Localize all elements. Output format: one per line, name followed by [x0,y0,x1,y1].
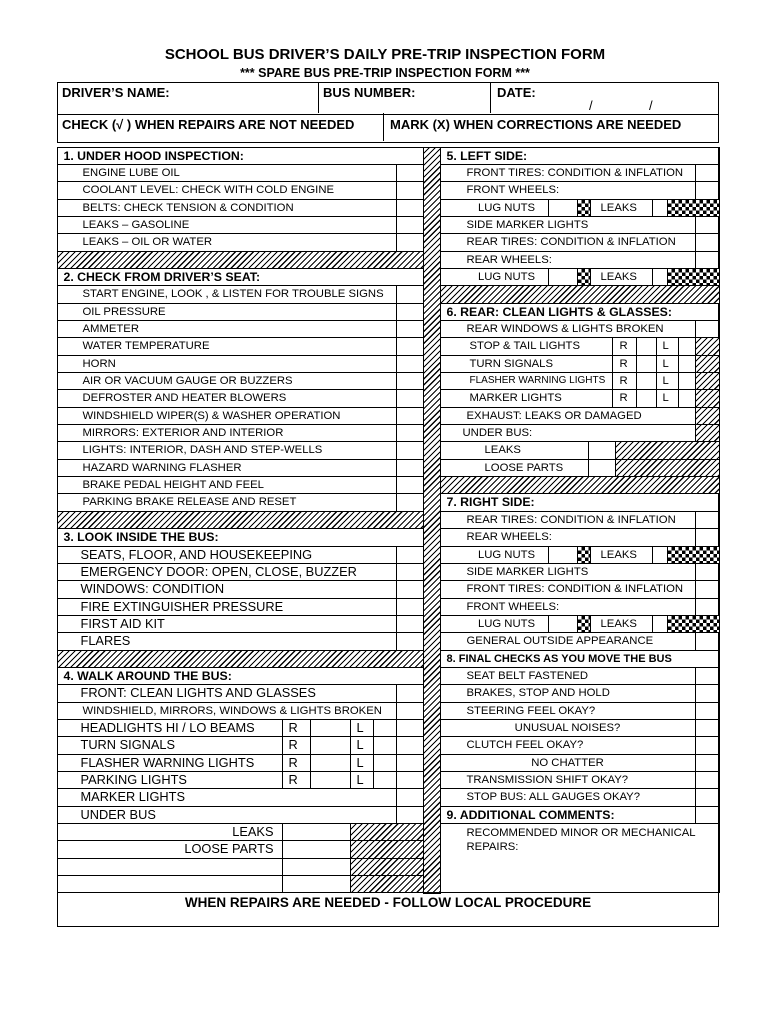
check-box[interactable] [695,754,720,772]
left-side-label: L [656,389,679,407]
inspection-item-label: PARKING BRAKE RELEASE AND RESET [57,493,397,511]
sub-item-label [57,858,283,876]
hatch-separator [440,476,720,494]
check-box[interactable] [396,771,424,789]
inspection-item-label: MARKER LIGHTS [57,788,397,806]
inspection-item-label: LEAKS – GASOLINE [57,216,397,234]
check-box[interactable] [396,233,424,251]
inspection-item-label: FIRST AID KIT [57,615,397,633]
mark-instruction-text: MARK (X) WHEN CORRECTIONS ARE NEEDED [390,117,682,132]
check-box[interactable] [695,684,720,702]
right-check-box[interactable] [310,771,351,789]
inspection-item-label: SIDE MARKER LIGHTS [440,216,696,234]
hatch-fill [350,823,424,841]
date-field[interactable] [491,83,717,113]
check-box[interactable] [396,754,424,772]
left-side-label: L [350,771,374,789]
lug-nuts-label: LUG NUTS [466,615,549,633]
bus-number-field[interactable] [319,83,491,113]
section-header: 9. ADDITIONAL COMMENTS: [440,806,696,824]
section-header: 1. UNDER HOOD INSPECTION: [57,147,424,165]
inspection-item-label: ENGINE LUBE OIL [57,164,397,182]
inspection-item-label: FLASHER WARNING LIGHTS [440,372,613,390]
inspection-item-label: FRONT: CLEAN LIGHTS AND GLASSES [57,684,397,702]
inspection-item-label: CLUTCH FEEL OKAY? [440,736,696,754]
section-header: 7. RIGHT SIDE: [440,493,720,511]
hatch-separator [57,650,424,668]
check-box[interactable] [396,493,424,511]
check-box[interactable] [396,788,424,806]
left-check-box[interactable] [373,754,397,772]
inspection-grid [57,147,719,893]
left-side-label: L [656,355,679,373]
check-box[interactable] [396,736,424,754]
check-box[interactable] [282,823,351,841]
check-box[interactable] [396,389,424,407]
left-check-box[interactable] [678,389,696,407]
check-box[interactable] [282,858,351,876]
section-header: 8. FINAL CHECKS AS YOU MOVE THE BUS [440,650,720,668]
check-box[interactable] [396,320,424,338]
spacer [440,615,467,633]
drivers-name-field[interactable] [58,83,319,113]
instructions-row [57,113,719,143]
right-check-box[interactable] [636,389,657,407]
check-box[interactable] [695,736,720,754]
inspection-item-label: BRAKES, STOP AND HOLD [440,684,696,702]
inspection-item-label: AMMETER [57,320,397,338]
inspection-item-label: REAR WINDOWS & LIGHTS BROKEN [440,320,696,338]
check-box[interactable] [396,199,424,217]
spacer [440,546,467,564]
lug-nuts-label: LUG NUTS [466,199,549,217]
inspection-item-label: UNUSUAL NOISES? [440,719,696,737]
sub-item-label: LOOSE PARTS [440,459,589,477]
right-side-label: R [282,719,311,737]
check-box[interactable] [396,476,424,494]
check-box[interactable] [282,840,351,858]
checker-fill [577,268,591,286]
form-title: SCHOOL BUS DRIVER’S DAILY PRE-TRIP INSPECTION FORM [164,46,606,63]
left-side-label: L [656,372,679,390]
section-header: 4. WALK AROUND THE BUS: [57,667,424,685]
section-header: 2. CHECK FROM DRIVER’S SEAT: [57,268,424,286]
leaks-check-box[interactable] [652,546,668,564]
check-box[interactable] [396,181,424,199]
inspection-item-label: REAR TIRES: CONDITION & INFLATION [440,233,696,251]
inspection-item-label: MARKER LIGHTS [440,389,613,407]
check-box[interactable] [695,580,720,598]
right-check-box[interactable] [636,337,657,355]
sub-item-label: LEAKS [440,441,589,459]
hatch-fill [350,875,424,893]
checker-fill [577,615,591,633]
inspection-item-label: TRANSMISSION SHIFT OKAY? [440,771,696,789]
check-box[interactable] [695,528,720,546]
inspection-item-label: DEFROSTER AND HEATER BLOWERS [57,389,397,407]
drivers-name-label: DRIVER’S NAME: [62,85,170,100]
sub-item-label: LOOSE PARTS [57,840,283,858]
lug-nuts-check-box[interactable] [548,615,578,633]
right-side-label: R [282,771,311,789]
hatch-separator [57,251,424,269]
check-box[interactable] [396,806,424,824]
inspection-item-label: FRONT WHEELS: [440,181,696,199]
right-check-box[interactable] [636,355,657,373]
inspection-item-label: FRONT TIRES: CONDITION & INFLATION [440,580,696,598]
check-box[interactable] [695,216,720,234]
right-check-box[interactable] [636,372,657,390]
check-box[interactable] [588,459,616,477]
check-box[interactable] [396,632,424,650]
left-check-box[interactable] [373,719,397,737]
inspection-item-label: START ENGINE, LOOK , & LISTEN FOR TROUBLE SIGNS [57,285,397,303]
check-box[interactable] [396,303,424,321]
mark-instruction [384,113,717,141]
check-box[interactable] [396,615,424,633]
left-side-label: L [350,719,374,737]
checker-fill [667,199,720,217]
inspection-item-label: STOP & TAIL LIGHTS [440,337,613,355]
inspection-item-label: WINDSHIELD, MIRRORS, WINDOWS & LIGHTS BROKEN [57,702,397,720]
inspection-item-label: NO CHATTER [440,754,696,772]
date-separator: / [649,98,653,113]
spacer [440,199,467,217]
inspection-item-label: HAZARD WARNING FLASHER [57,459,397,477]
check-box[interactable] [396,424,424,442]
leaks-check-box[interactable] [652,268,668,286]
checker-fill [667,268,720,286]
right-side-label: R [282,736,311,754]
inspection-item-label: REAR WHEELS: [440,251,696,269]
bus-number-label: BUS NUMBER: [323,85,416,100]
check-box[interactable] [695,233,720,251]
checker-fill [577,199,591,217]
left-check-box[interactable] [678,372,696,390]
hatch-fill [350,840,424,858]
right-check-box[interactable] [310,719,351,737]
hatch-fill [695,337,720,355]
section-header: 6. REAR: CLEAN LIGHTS & GLASSES: [440,303,720,321]
footer-notice: WHEN REPAIRS ARE NEEDED - FOLLOW LOCAL PROCEDURE [57,892,719,927]
inspection-item-label: COOLANT LEVEL: CHECK WITH COLD ENGINE [57,181,397,199]
inspection-item-label: LIGHTS: INTERIOR, DASH AND STEP-WELLS [57,441,397,459]
comments-prompt: RECOMMENDED MINOR OR MECHANICAL [466,827,696,840]
check-box[interactable] [396,719,424,737]
leaks-label: LEAKS [590,268,653,286]
check-box[interactable] [396,355,424,373]
hatch-fill [695,372,720,390]
check-box[interactable] [695,788,720,806]
check-box[interactable] [396,598,424,616]
section-header: 5. LEFT SIDE: [440,147,720,165]
hatch-fill [695,389,720,407]
inspection-item-label: REAR TIRES: CONDITION & INFLATION [440,511,696,529]
check-box[interactable] [396,164,424,182]
date-label: DATE: [497,85,536,100]
driver-info-row [57,82,719,115]
leaks-check-box[interactable] [652,615,668,633]
left-check-box[interactable] [373,736,397,754]
inspection-item-label: EXHAUST: LEAKS OR DAMAGED [440,407,696,425]
hatch-fill [350,858,424,876]
inspection-item-label: WINDSHIELD WIPER(S) & WASHER OPERATION [57,407,397,425]
inspection-item-label: STEERING FEEL OKAY? [440,702,696,720]
check-box[interactable] [695,251,720,269]
inspection-item-label: AIR OR VACUUM GAUGE OR BUZZERS [57,372,397,390]
check-box[interactable] [695,806,720,824]
check-box[interactable] [396,563,424,581]
left-side-label: L [656,337,679,355]
check-box[interactable] [396,216,424,234]
lug-nuts-label: LUG NUTS [466,546,549,564]
checker-fill [667,546,720,564]
check-box[interactable] [396,441,424,459]
inspection-item-label: UNDER BUS: [440,424,696,442]
check-box[interactable] [396,285,424,303]
check-box[interactable] [396,372,424,390]
date-separator: / [589,98,593,113]
divider-hatch [423,147,441,894]
check-box[interactable] [396,546,424,564]
check-box[interactable] [695,181,720,199]
check-box[interactable] [396,580,424,598]
left-check-box[interactable] [678,337,696,355]
leaks-label: LEAKS [590,615,653,633]
inspection-item-label: BELTS: CHECK TENSION & CONDITION [57,199,397,217]
checker-fill [667,615,720,633]
sub-item-label [57,875,283,893]
lug-nuts-check-box[interactable] [548,268,578,286]
check-box[interactable] [396,684,424,702]
inspection-item-label: REAR WHEELS: [440,528,696,546]
left-check-box[interactable] [678,355,696,373]
inspection-item-label: PARKING LIGHTS [57,771,283,789]
inspection-item-label: BRAKE PEDAL HEIGHT AND FEEL [57,476,397,494]
check-instruction [58,113,384,141]
check-box[interactable] [695,320,720,338]
left-check-box[interactable] [373,771,397,789]
check-box[interactable] [396,702,424,720]
lug-nuts-label: LUG NUTS [466,268,549,286]
left-side-label: L [350,736,374,754]
lug-nuts-check-box[interactable] [548,546,578,564]
inspection-item-label: OIL PRESSURE [57,303,397,321]
right-side-label: R [282,754,311,772]
right-side-label: R [612,389,637,407]
check-box[interactable] [588,441,616,459]
check-box[interactable] [695,563,720,581]
inspection-item-label: LEAKS – OIL OR WATER [57,233,397,251]
hatch-fill [695,355,720,373]
check-box[interactable] [396,407,424,425]
check-box[interactable] [695,598,720,616]
check-box[interactable] [695,702,720,720]
inspection-item-label: WINDOWS: CONDITION [57,580,397,598]
inspection-item-label: STOP BUS: ALL GAUGES OKAY? [440,788,696,806]
check-box[interactable] [695,632,720,650]
comments-prompt: REPAIRS: [466,841,519,854]
spacer [440,268,467,286]
hatch-separator [440,285,720,303]
check-box[interactable] [695,511,720,529]
left-side-label: L [350,754,374,772]
inspection-item-label: FLARES [57,632,397,650]
inspection-item-label: HORN [57,355,397,373]
hatch-fill [615,459,720,477]
hatch-fill [695,424,720,442]
leaks-label: LEAKS [590,199,653,217]
inspection-item-label: SEATS, FLOOR, AND HOUSEKEEPING [57,546,397,564]
hatch-fill [695,407,720,425]
right-check-box[interactable] [310,754,351,772]
section-header: 3. LOOK INSIDE THE BUS: [57,528,424,546]
inspection-item-label: MIRRORS: EXTERIOR AND INTERIOR [57,424,397,442]
inspection-item-label: SEAT BELT FASTENED [440,667,696,685]
inspection-item-label: TURN SIGNALS [57,736,283,754]
check-box[interactable] [396,459,424,477]
leaks-label: LEAKS [590,546,653,564]
check-instruction-text: CHECK (√ ) WHEN REPAIRS ARE NOT NEEDED [62,117,355,132]
sub-item-label: LEAKS [57,823,283,841]
inspection-item-label: EMERGENCY DOOR: OPEN, CLOSE, BUZZER [57,563,397,581]
additional-comments-area[interactable] [440,823,720,893]
inspection-item-label: FRONT TIRES: CONDITION & INFLATION [440,164,696,182]
inspection-item-label: TURN SIGNALS [440,355,613,373]
hatch-separator [57,511,424,529]
lug-nuts-check-box[interactable] [548,199,578,217]
checker-fill [577,546,591,564]
inspection-item-label: SIDE MARKER LIGHTS [440,563,696,581]
check-box[interactable] [695,667,720,685]
right-side-label: R [612,372,637,390]
leaks-check-box[interactable] [652,199,668,217]
inspection-item-label: FIRE EXTINGUISHER PRESSURE [57,598,397,616]
check-box[interactable] [695,164,720,182]
inspection-item-label: FLASHER WARNING LIGHTS [57,754,283,772]
inspection-item-label: WATER TEMPERATURE [57,337,397,355]
check-box[interactable] [695,771,720,789]
right-side-label: R [612,355,637,373]
check-box[interactable] [695,719,720,737]
right-check-box[interactable] [310,736,351,754]
right-side-label: R [612,337,637,355]
check-box[interactable] [396,337,424,355]
inspection-item-label: HEADLIGHTS HI / LO BEAMS [57,719,283,737]
inspection-item-label: UNDER BUS [57,806,397,824]
inspection-item-label: GENERAL OUTSIDE APPEARANCE [440,632,696,650]
inspection-item-label: FRONT WHEELS: [440,598,696,616]
check-box[interactable] [282,875,351,893]
hatch-fill [615,441,720,459]
form-subtitle: *** SPARE BUS PRE-TRIP INSPECTION FORM *** [240,66,530,80]
